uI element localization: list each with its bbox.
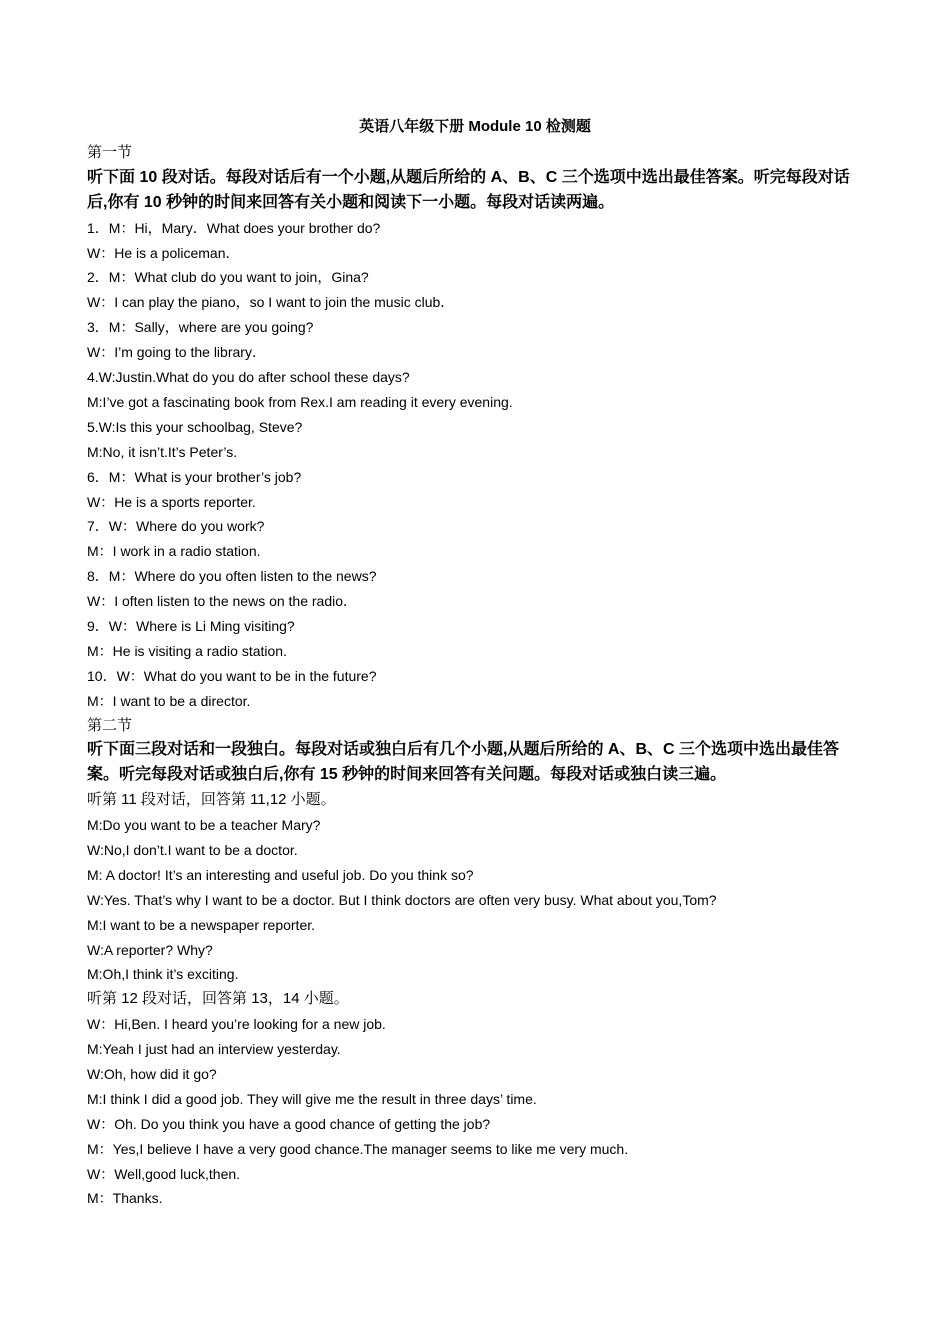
dialog-line: W：Oh. Do you think you have a good chance of getting the job? [87, 1115, 491, 1132]
dialog-line: 1．M：Hi，Mary．What does your brother do? [87, 219, 381, 236]
dialog-line: W:Oh, how did it go? [87, 1066, 217, 1083]
dialog-line: M:I want to be a newspaper reporter. [87, 916, 316, 933]
dialog-line: W：He is a sports reporter. [87, 493, 256, 510]
dialog12-lines [87, 1012, 867, 1211]
dialog-line: M:Yeah I just had an interview yesterday. [87, 1041, 341, 1058]
dialog-line: 6．M：What is your brother’s job? [87, 468, 302, 485]
dialog-line: 7．W：Where do you work? [87, 518, 265, 535]
dialog-line: 4.W:Justin.What do you do after school these days? [87, 369, 410, 386]
dialog-line: W:Yes. That’s why I want to be a doctor. But I think doctors are often very busy. What about you,Tom? [87, 891, 717, 908]
dialog-line: W：I often listen to the news on the radio． [87, 593, 358, 610]
dialog-line: M：Thanks. [87, 1190, 163, 1207]
section1-heading: 第一节 [87, 144, 133, 161]
dialog-line: W:No,I don’t.I want to be a doctor. [87, 842, 298, 858]
dialog-line: 10．W：What do you want to be in the future? [87, 667, 377, 684]
dialog-line: M:Do you want to be a teacher Mary? [87, 817, 321, 834]
dialog-line: M: A doctor! It’s an interesting and useful job. Do you think so? [87, 866, 474, 883]
section1-dialogs [87, 216, 867, 714]
dialog-line: W：I’m going to the library． [87, 344, 266, 361]
dialog-line: W：Hi,Ben. I heard you’re looking for a new job. [87, 1016, 386, 1033]
dialog-line: W:A reporter? Why? [87, 941, 213, 958]
dialog-line: M:I think I did a good job. They will give me the result in three days’ time. [87, 1090, 537, 1107]
dialog-line: 5.W:Is this your schoolbag, Steve? [87, 418, 303, 435]
dialog12-heading: 听第 12 段对话，回答第 13，14 小题。 [87, 990, 349, 1008]
dialog-line: 8．M：Where do you often listen to the news? [87, 568, 377, 585]
dialog-line: 2．M：What club do you want to join，Gina? [87, 269, 369, 286]
dialog-line: 9．W：Where is Li Ming visiting? [87, 617, 295, 634]
section1-instruction: 听下面 10 段对话。每段对话后有一个小题,从题后所给的 A、B、C 三个选项中选出最佳答案。听完每段对话后,你有 10 秒钟的时间来回答有关小题和阅读下一小题。每段对话读两遍。 [87, 168, 850, 211]
dialog-line: M：I work in a radio station. [87, 543, 261, 560]
dialog11-heading: 听第 11 段对话，回答第 11,12 小题。 [87, 791, 336, 809]
dialog-line: M：I want to be a director. [87, 692, 251, 709]
dialog-line: M：Yes,I believe I have a very good chance.The manager seems to like me very much. [87, 1140, 629, 1157]
dialog11-lines [87, 813, 867, 987]
section2-instruction: 听下面三段对话和一段独白。每段对话或独白后有几个小题,从题后所给的 A、B、C 三个选项中选出最佳答案。听完每段对话或独白后,你有 15 秒钟的时间来回答有关问题。每段对话或独白读三遍。 [87, 741, 840, 784]
dialog-line: M:Oh,I think it’s exciting. [87, 966, 239, 983]
dialog-line: W：Well,good luck,then. [87, 1165, 241, 1182]
dialog-line: W：He is a policeman． [87, 244, 240, 261]
document-title: 英语八年级下册 Module 10 检测题 [359, 118, 591, 135]
section2-heading: 第二节 [87, 716, 133, 734]
dialog-line: M：He is visiting a radio station. [87, 642, 287, 659]
dialog-line: W：I can play the piano，so I want to join the music club． [87, 294, 455, 311]
dialog-line: M:I’ve got a fascinating book from Rex.I am reading it every evening. [87, 393, 513, 410]
dialog-line: 3．M：Sally，where are you going? [87, 319, 314, 336]
document-body [87, 141, 867, 1211]
dialog-line: M:No, it isn’t.It’s Peter’s. [87, 443, 238, 460]
